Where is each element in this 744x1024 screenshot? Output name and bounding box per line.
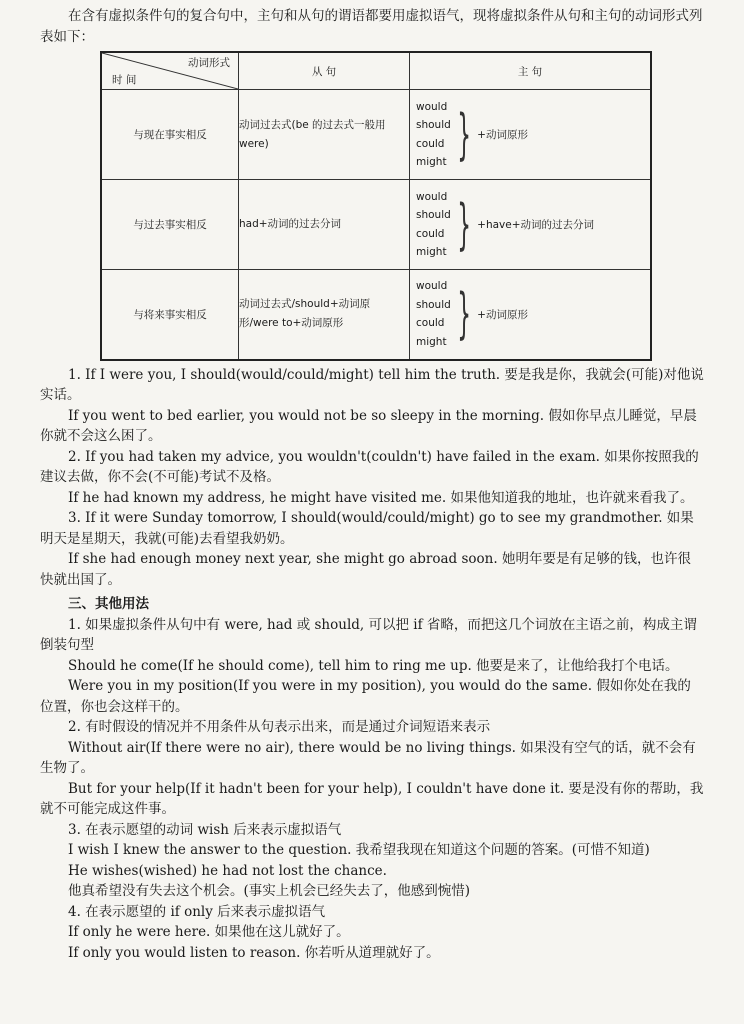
header-clause: 从 句 <box>239 52 410 90</box>
usage-line: He wishes(wished) he had not lost the chance. <box>68 862 387 879</box>
period-cell: 与现在事实相反 <box>101 90 239 180</box>
period-cell: 与过去事实相反 <box>101 180 239 270</box>
usage-line: If only you would listen to reason. 你若听从道理就好了。 <box>68 944 440 961</box>
main-verb: +动词原形 <box>477 308 528 321</box>
brace-icon: } <box>457 282 471 346</box>
example-line: 2. If you had taken my advice, you wouldn't(couldn't) have failed in the exam. 如果你按照我的建议去做，你不会(不可能)考试不及格。 <box>40 448 699 485</box>
usage-line: 4. 在表示愿望的 if only 后来表示虚拟语气 <box>68 903 326 920</box>
example-line: If you went to bed earlier, you would not be so sleepy in the morning. 假如你早点儿睡觉，早晨你就不会这么困了。 <box>40 407 697 444</box>
example-line: 1. If I were you, I should(would/could/might) tell him the truth. 要是我是你，我就会(可能)对他说实话。 <box>40 366 704 403</box>
table-row <box>101 90 651 180</box>
example-line: 3. If it were Sunday tomorrow, I should(would/could/might) go to see my grandmother. 如果明天是星期天，我就(可能)去看望我奶奶。 <box>40 510 694 547</box>
modal-list: would should could might <box>416 280 451 348</box>
table-row <box>101 270 651 360</box>
clause-cell: 动词过去式/should+动词原形/were to+动词原形 <box>239 270 410 360</box>
clause-cell: 动词过去式(be 的过去式一般用 were) <box>239 90 410 180</box>
period-cell: 与将来事实相反 <box>101 270 239 360</box>
header-diagonal-cell <box>101 52 239 90</box>
header-time: 时 间 <box>112 74 137 86</box>
section-title: 三、其他用法 <box>68 596 149 612</box>
modal-list: would should could might <box>416 190 451 258</box>
main-cell <box>410 90 652 180</box>
header-verb-form: 动词形式 <box>188 57 230 69</box>
usage-line: But for your help(If it hadn't been for your help), I couldn't have done it. 要是没有你的帮助，我就不可能完成这件事。 <box>40 780 704 817</box>
usage-line: Without air(If there were no air), there would be no living things. 如果没有空气的话，就不会有生物了。 <box>40 739 696 776</box>
main-cell <box>410 270 652 360</box>
brace-icon: } <box>457 102 471 166</box>
example-line: If she had enough money next year, she might go abroad soon. 她明年要是有足够的钱，也许很快就出国了。 <box>40 551 691 588</box>
intro-paragraph: 在含有虚拟条件句的复合句中，主句和从句的谓语都要用虚拟语气，现将虚拟条件从句和主句的动词形式列表如下： <box>40 8 703 45</box>
table-row <box>101 180 651 270</box>
brace-icon: } <box>457 192 471 256</box>
usage-line: If only he were here. 如果他在这儿就好了。 <box>68 924 350 940</box>
usage-line: 3. 在表示愿望的动词 wish 后来表示虚拟语气 <box>68 821 342 838</box>
usage-line: 1. 如果虚拟条件从句中有 were, had 或 should, 可以把 if 省略，而把这几个词放在主语之前，构成主谓倒装句型 <box>40 616 697 653</box>
header-main: 主 句 <box>410 52 652 90</box>
usage-line: 他真希望没有失去这个机会。(事实上机会已经失去了，他感到惋惜) <box>68 883 471 899</box>
usage-line: I wish I knew the answer to the question. 我希望我现在知道这个问题的答案。(可惜不知道) <box>68 842 650 858</box>
main-cell <box>410 180 652 270</box>
subjunctive-table <box>100 51 652 361</box>
usage-line: 2. 有时假设的情况并不用条件从句表示出来，而是通过介词短语来表示 <box>68 719 491 735</box>
modal-list: would should could might <box>416 100 451 168</box>
usage-line: Were you in my position(If you were in my position), you would do the same. 假如你处在我的位置，你也会这样干的。 <box>40 678 691 715</box>
example-line: If he had known my address, he might have visited me. 如果他知道我的地址，也许就来看我了。 <box>68 489 694 506</box>
main-verb: +动词原形 <box>477 129 528 141</box>
usage-line: Should he come(If he should come), tell him to ring me up. 他要是来了，让他给我打个电话。 <box>68 657 679 674</box>
clause-cell: had+动词的过去分词 <box>239 180 410 270</box>
main-verb: +have+动词的过去分词 <box>477 219 595 231</box>
